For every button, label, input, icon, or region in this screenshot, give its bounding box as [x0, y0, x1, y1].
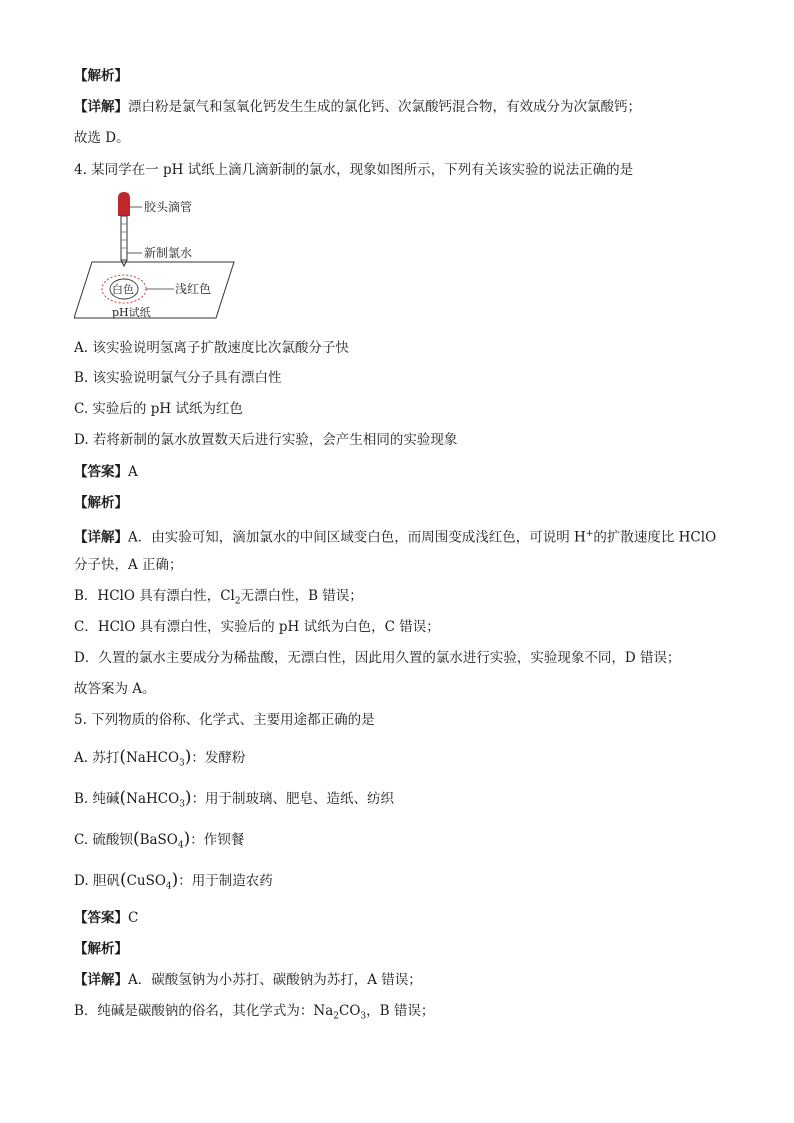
detail-text: ，B 错误； — [366, 1003, 435, 1019]
option-prefix: C. 硫酸钡 — [74, 832, 133, 848]
answer-heading: 【答案】 — [74, 464, 128, 480]
experiment-figure — [74, 190, 244, 322]
formula: NaHCO — [125, 750, 180, 766]
option-prefix: A. 苏打 — [74, 750, 120, 766]
option-suffix: ：作钡餐 — [190, 832, 245, 848]
ph-paper-label: pH试纸 — [112, 306, 151, 319]
option-suffix: ：用于制造农药 — [178, 873, 273, 889]
detail-text: 漂白粉是氯气和氢氧化钙发生生成的氯化钙、次氯酸钙混合物，有效成分为次氯酸钙； — [128, 99, 641, 115]
detail-heading: 【详解】 — [74, 972, 128, 988]
detail-text: 的扩散速度比 HClO — [593, 529, 717, 546]
subscript: 3 — [179, 799, 185, 810]
conclusion-text: 故选 D。 — [74, 130, 130, 146]
q5-answer — [74, 908, 138, 928]
option-suffix: ：用于制玻璃、肥皂、造纸、纺织 — [191, 791, 395, 807]
subscript: 3 — [179, 758, 185, 769]
q4-detail-1-cont: 分子快，A 正确； — [74, 557, 183, 573]
answer-heading: 【答案】 — [74, 910, 128, 926]
light-red-label: 浅红色 — [175, 282, 212, 296]
formula: BaSO — [139, 832, 178, 848]
q4-conclusion: 故答案为 A。 — [74, 681, 156, 697]
subscript: 2 — [333, 1011, 340, 1022]
subscript: 3 — [360, 1011, 367, 1022]
q5-detail-2 — [74, 1001, 434, 1027]
detail-text: 无漂白性，B 错误； — [240, 588, 363, 604]
q4-detail-3: C．HClO 具有漂白性，实验后的 pH 试纸为白色，C 错误； — [74, 619, 440, 635]
dropper-label: 胶头滴管 — [144, 200, 193, 214]
white-area-label: 白色 — [112, 283, 134, 296]
q4-detail-2 — [74, 586, 363, 612]
q4-option-b: B. 该实验说明氯气分子具有漂白性 — [74, 370, 282, 386]
detail-text: CO — [339, 1003, 361, 1019]
detail-heading: 【详解】 — [74, 529, 128, 546]
dropper-tube-icon — [121, 216, 127, 260]
q4-detail-4: D．久置的氯水主要成分为稀盐酸，无漂白性，因此用久置的氯水进行实验，实验现象不同，D 错误； — [74, 650, 681, 666]
detail-text: B．HClO 具有漂白性，Cl — [74, 588, 235, 604]
subscript: 4 — [165, 881, 172, 892]
q4-option-d: D. 若将新制的氯水放置数天后进行实验，会产生相同的实验现象 — [74, 432, 458, 448]
q5-option-c: C. 硫酸钡(BaSO$_4$)：作钡餐 — [74, 829, 245, 851]
detail-heading: 【详解】 — [74, 99, 128, 115]
question-4-stem: 4. 某同学在一 pH 试纸上滴几滴新制的氯水，现象如图所示，下列有关该实验的说法正确的是 — [74, 162, 634, 178]
detail-paragraph — [74, 97, 641, 117]
q5-option-d: D. 胆矾(CuSO$_4$)：用于制造农药 — [74, 870, 273, 892]
q4-detail-1 — [74, 524, 716, 548]
answer-value: A — [128, 464, 138, 480]
option-prefix: B. 纯碱 — [74, 791, 120, 807]
subscript: 4 — [177, 840, 184, 851]
detail-text: A．由实验可知，滴加氯水的中间区域变白色，而周围变成浅红色，可说明 H — [128, 529, 586, 546]
chlorine-water-label: 新制氯水 — [144, 246, 193, 260]
q4-option-c: C. 实验后的 pH 试纸为红色 — [74, 401, 243, 417]
dropper-bulb-icon — [118, 192, 130, 216]
formula: NaHCO — [126, 791, 180, 807]
q4-answer — [74, 462, 138, 482]
question-5-stem: 5. 下列物质的俗称、化学式、主要用途都正确的是 — [74, 712, 375, 728]
q4-option-a: A. 该实验说明氢离子扩散速度比次氯酸分子快 — [74, 340, 349, 356]
option-suffix: ：发酵粉 — [191, 750, 246, 766]
superscript: + — [585, 529, 594, 539]
q5-option-a: A. 苏打(NaHCO$_3$)：发酵粉 — [74, 747, 246, 769]
subscript: 2 — [234, 596, 241, 607]
detail-text: B．纯碱是碳酸钠的俗名，其化学式为：Na — [74, 1003, 334, 1019]
q5-analysis-heading: 【解析】 — [74, 941, 128, 957]
detail-text: A．碳酸氢钠为小苏打、碳酸钠为苏打，A 错误； — [128, 972, 422, 988]
q4-analysis-heading: 【解析】 — [74, 495, 128, 511]
q5-detail-1 — [74, 970, 422, 990]
analysis-heading: 【解析】 — [74, 68, 128, 84]
answer-value: C — [128, 910, 139, 926]
option-prefix: D. 胆矾 — [74, 873, 120, 889]
formula: CuSO — [126, 873, 166, 889]
q5-option-b: B. 纯碱(NaHCO$_3$)：用于制玻璃、肥皂、造纸、纺织 — [74, 788, 395, 810]
